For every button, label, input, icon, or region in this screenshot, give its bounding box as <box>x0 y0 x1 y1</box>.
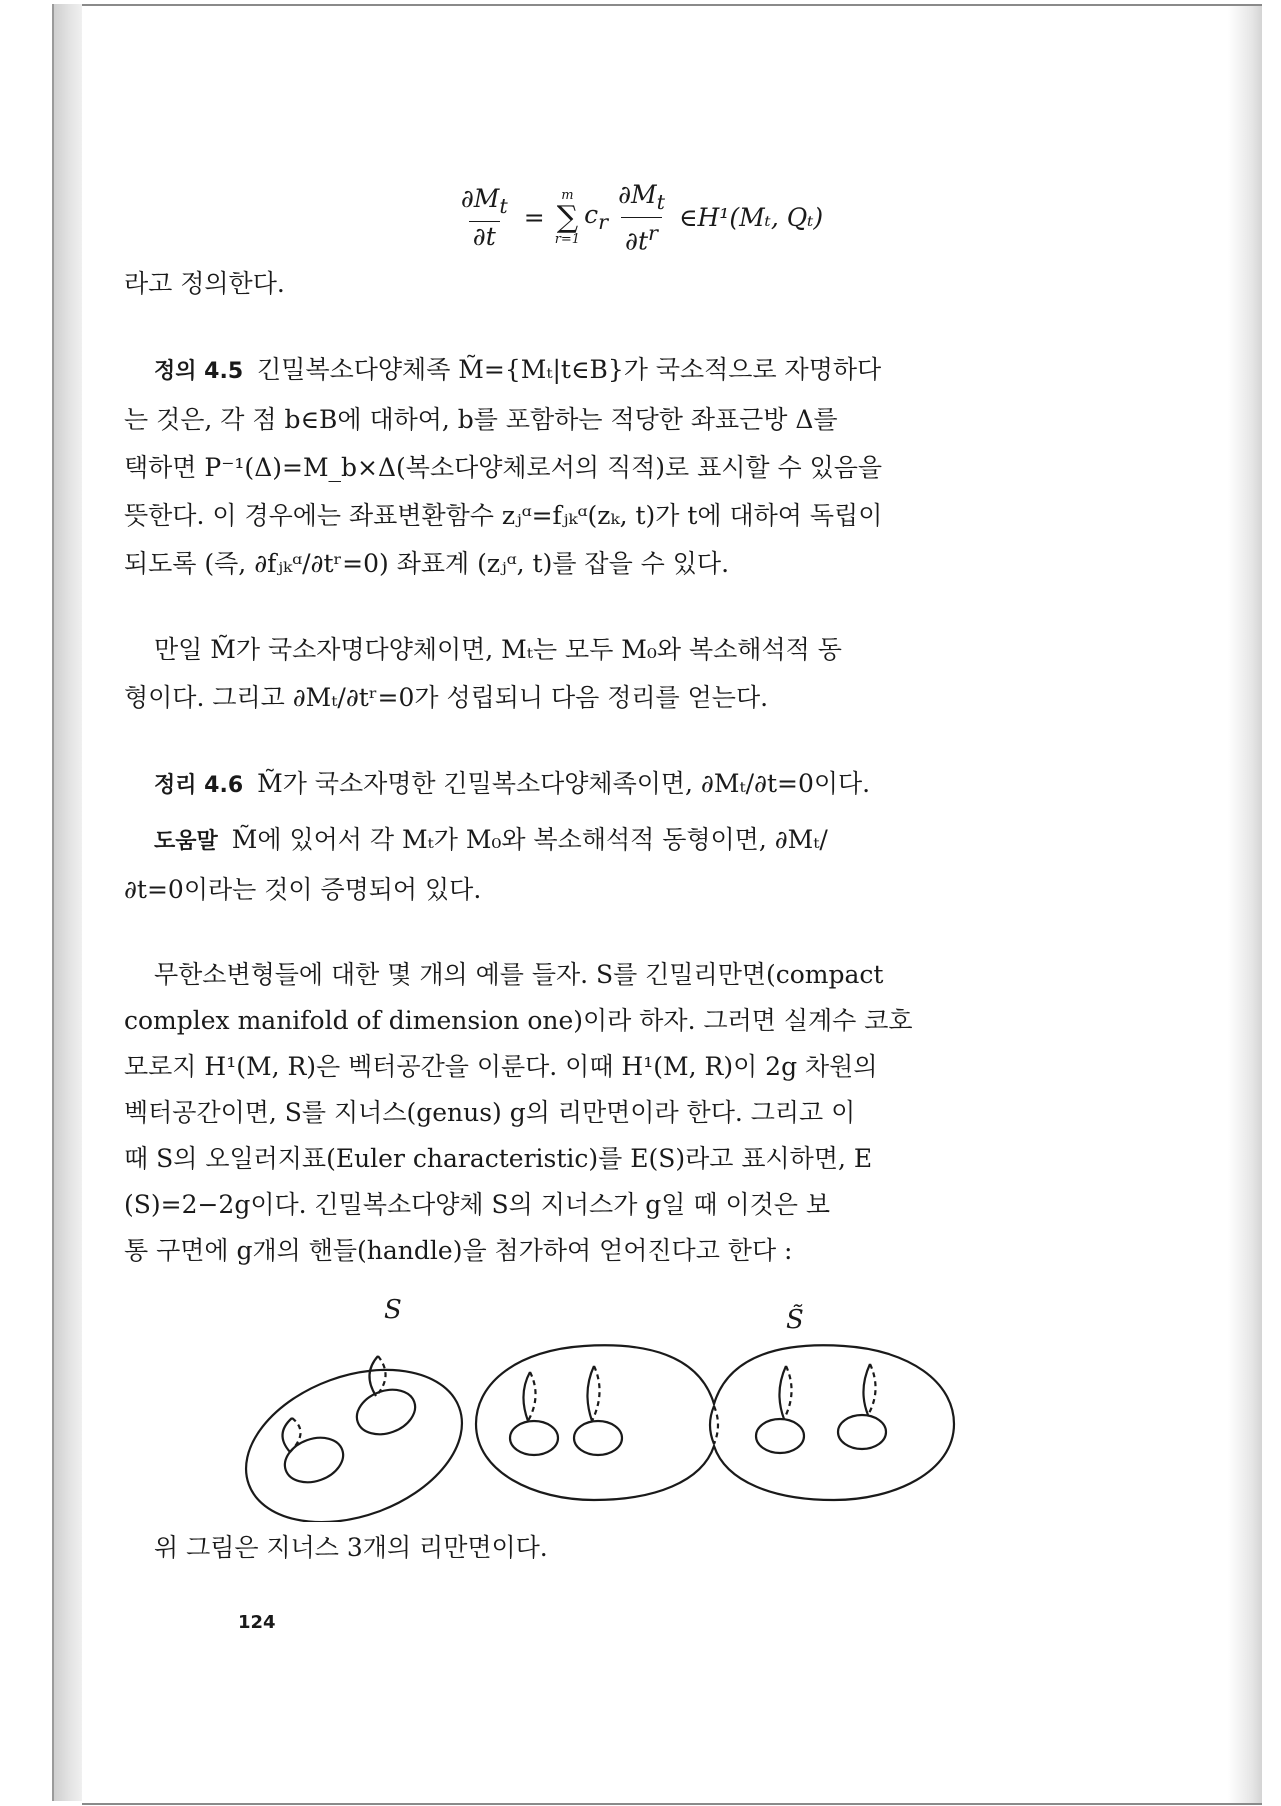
equation-membership: ∈H¹(Mₜ, Qₜ) <box>678 203 824 232</box>
paragraph-line: 벡터공간이면, S를 지너스(genus) g의 리만면이라 한다. 그리고 이 <box>124 1098 856 1127</box>
fraction-rhs <box>614 180 669 256</box>
surface-s-tilde-hole <box>510 1421 558 1455</box>
surface-s-tilde-cycle <box>528 1372 536 1421</box>
surface-s-tilde-neck-cycle <box>714 1406 718 1444</box>
paragraph-line: (S)=2−2g이다. 긴밀복소다양체 S의 지너스가 g일 때 이것은 보 <box>124 1190 831 1219</box>
surface-s-tilde-cycle <box>784 1366 792 1419</box>
surface-s-tilde-cycle <box>523 1372 530 1421</box>
remark <box>124 816 1090 914</box>
remark-label: 도움말 <box>154 829 218 854</box>
sigma-icon: ∑ <box>556 200 579 235</box>
definition-line: 뜻한다. 이 경우에는 좌표변환함수 zⱼᵅ=fⱼₖᵅ(zₖ, t)가 t에 대하여 독립이 <box>124 501 883 530</box>
surface-s-hole <box>351 1382 422 1442</box>
page-content <box>124 176 1090 1572</box>
theorem-text: M̃가 국소자명한 긴밀복소다양체족이면, ∂Mₜ/∂t=0이다. <box>257 769 871 798</box>
rhs-denominator: ∂t <box>625 226 649 256</box>
sum-lower: r=1 <box>554 232 581 247</box>
rhs-denominator-sup: r <box>648 220 658 245</box>
surface-s-cycle <box>369 1356 378 1396</box>
surface-s-tilde-hole <box>838 1415 886 1449</box>
definition-4-5 <box>124 346 1090 588</box>
fraction-lhs <box>457 184 512 252</box>
paragraph-line: complex manifold of dimension one)이라 하자. 그러면 실계수 코호 <box>124 1006 913 1035</box>
surface-s-tilde-cycle <box>868 1364 876 1415</box>
surface-s-tilde-cycle <box>779 1366 786 1419</box>
theorem-4-6 <box>124 760 1090 810</box>
paragraph-line: 통 구면에 g개의 핸들(handle)을 첨가하여 얻어진다고 한다 : <box>124 1236 793 1265</box>
book-edge <box>52 4 84 1801</box>
remark-line: M̃에 있어서 각 Mₜ가 M₀와 복소해석적 동형이면, ∂Mₜ/ <box>231 825 828 854</box>
surface-s-tilde-neck-cycle <box>710 1406 714 1444</box>
definition-label: 정의 4.5 <box>154 359 244 384</box>
riemann-surface-figure <box>124 1282 1090 1522</box>
surface-s-tilde-cycle <box>592 1366 600 1421</box>
theorem-label: 정리 4.6 <box>154 773 244 798</box>
sum-upper: m <box>561 188 574 203</box>
figure-label-s-tilde: S̃ <box>786 1305 804 1335</box>
text-defined: 라고 정의한다. <box>124 269 285 298</box>
paragraph-riemann <box>124 952 1090 1274</box>
paragraph-line: 때 S의 오일러지표(Euler characteristic)를 E(S)라고 표시하면, E <box>124 1144 873 1173</box>
page-gutter-shadow <box>1228 6 1262 1803</box>
coefficient: $c_r$ <box>584 199 609 234</box>
definition-line: 긴밀복소다양체족 M̃={Mₜ|t∈B}가 국소적으로 자명하다 <box>257 355 882 384</box>
paragraph-line: 형이다. 그리고 ∂Mₜ/∂tʳ=0가 성립되니 다음 정리를 얻는다. <box>124 683 769 712</box>
paragraph-trivial <box>124 626 1090 722</box>
lhs-numerator: ∂M <box>460 184 500 213</box>
lhs-numerator-sub: t <box>499 194 508 218</box>
figure-label-s: S <box>384 1295 402 1325</box>
definition-line: 택하면 P⁻¹(Δ)=M_b×Δ(복소다양체로서의 직적)로 표시할 수 있음을 <box>124 453 883 482</box>
surface-drawing <box>124 1282 1090 1522</box>
surface-s-tilde-cycle <box>863 1364 870 1415</box>
equals-sign: = <box>523 203 545 232</box>
surface-s-hole <box>279 1430 350 1490</box>
surface-s-tilde-hole <box>756 1419 804 1453</box>
equation-dmt <box>184 176 1090 260</box>
page-number: 124 <box>238 1612 276 1633</box>
paragraph-line: 모로지 H¹(M, R)은 벡터공간을 이룬다. 이때 H¹(M, R)이 2g 차원의 <box>124 1052 878 1081</box>
surface-s-tilde-hole <box>574 1421 622 1455</box>
definition-line: 되도록 (즉, ∂fⱼₖᵅ/∂tʳ=0) 좌표계 (zⱼᵅ, t)를 잡을 수 있다. <box>124 549 730 578</box>
surface-s-cycle <box>282 1418 292 1452</box>
summation <box>555 189 580 247</box>
remark-line: ∂t=0이라는 것이 증명되어 있다. <box>124 875 482 904</box>
paragraph-line: 만일 M̃가 국소자명다양체이면, Mₜ는 모두 M₀와 복소해석적 동 <box>154 635 842 664</box>
surface-s-tilde-cycle <box>587 1366 594 1421</box>
rhs-numerator-sub: t <box>656 189 665 214</box>
lhs-denominator: ∂t <box>469 221 500 252</box>
surface-s-outline <box>225 1342 483 1522</box>
definition-line: 는 것은, 각 점 b∈B에 대하여, b를 포함하는 적당한 좌표근방 Δ를 <box>124 405 838 434</box>
paragraph-line: 무한소변형들에 대한 몇 개의 예를 들자. S를 긴밀리만면(compact <box>154 960 884 989</box>
figure-caption: 위 그림은 지너스 3개의 리만면이다. <box>154 1533 548 1562</box>
rhs-numerator: ∂M <box>618 179 657 209</box>
